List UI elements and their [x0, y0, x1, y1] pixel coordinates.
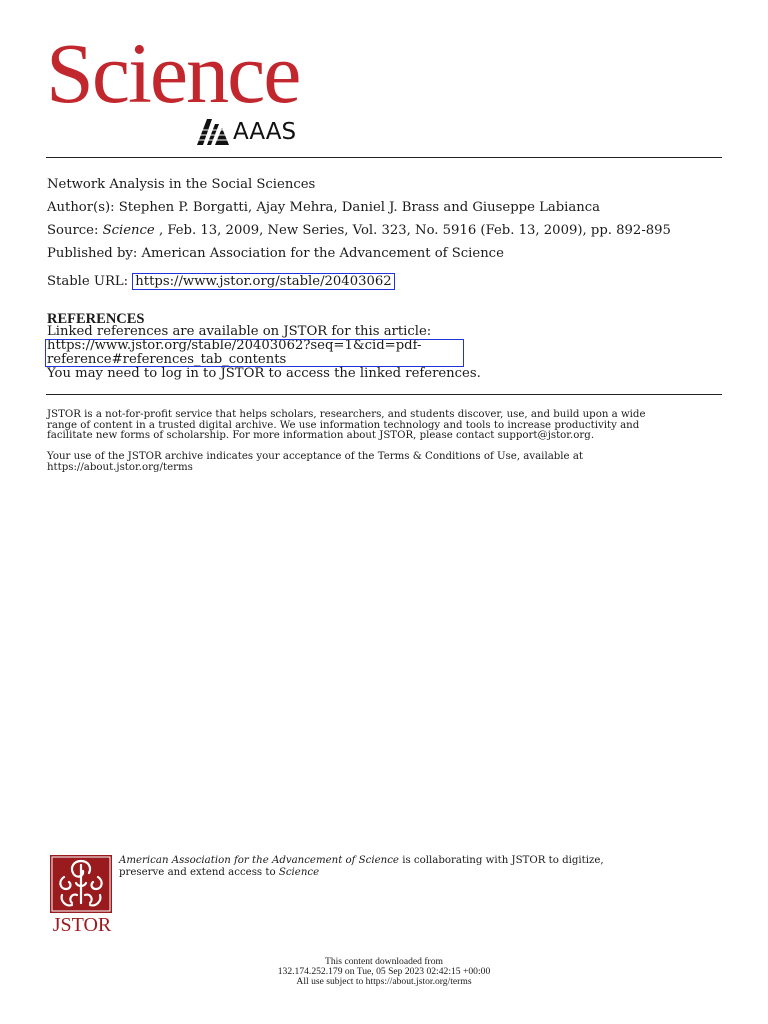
terms-line2: https://about.jstor.org/terms [47, 461, 193, 473]
collaboration-org: American Association for the Advancement of Science [119, 855, 399, 866]
references-login-note: You may need to log in to JSTOR to access the linked references. [47, 366, 481, 381]
science-masthead: Science [46, 25, 300, 121]
article-source [47, 223, 671, 239]
jstor-notice-line2: range of content in a trusted digital archive. We use information technology and tools to increase productivity and [47, 419, 640, 431]
stable-url-row [47, 274, 395, 290]
publisher-label: Published by: [47, 246, 142, 261]
references-heading: REFERENCES [47, 311, 145, 327]
source-label: Source: [47, 223, 103, 238]
collaboration-text1: is collaborating with JSTOR to digitize, [398, 855, 604, 866]
collaboration-line1 [119, 855, 604, 867]
collaboration-text2: preserve and extend access to [119, 867, 279, 878]
article-publisher [47, 246, 504, 262]
references-divider [46, 394, 722, 395]
publisher-value: American Association for the Advancement of Science [141, 246, 504, 261]
references-link-line2: reference#references_tab_contents [47, 352, 287, 367]
authors-value: Stephen P. Borgatti, Ajay Mehra, Daniel J. Brass and Giuseppe Labianca [118, 200, 600, 215]
source-journal: Science [102, 223, 155, 238]
jstor-wordmark: JSTOR [52, 914, 112, 936]
references-link[interactable] [45, 339, 464, 367]
stable-url-label: Stable URL: [47, 274, 133, 289]
footer-line2: 132.174.252.179 on Tue, 05 Sep 2023 02:42:15 +00:00 [277, 966, 491, 977]
aaas-logo [195, 118, 296, 146]
article-title: Network Analysis in the Social Sciences [47, 177, 316, 192]
references-link-line1: https://www.jstor.org/stable/20403062?seq=1&cid=pdf- [47, 338, 422, 353]
terms-line1: Your use of the JSTOR archive indicates your acceptance of the Terms & Conditions of Use, available at [47, 451, 583, 462]
jstor-notice-line1: JSTOR is a not-for-profit service that helps scholars, researchers, and students discover, use, and build upon a wide [47, 409, 646, 420]
aaas-emblem-icon [195, 118, 231, 146]
source-details: , Feb. 13, 2009, New Series, Vol. 323, No. 5916 (Feb. 13, 2009), pp. 892-895 [154, 223, 671, 238]
article-authors [47, 200, 600, 216]
jstor-emblem-icon [50, 855, 112, 913]
authors-label: Author(s): [47, 200, 119, 215]
aaas-wordmark: AAAS [233, 119, 297, 145]
footer-line1: This content downloaded from [324, 956, 444, 967]
download-footer [184, 957, 584, 987]
jstor-logo [50, 855, 112, 935]
references-intro: Linked references are available on JSTOR for this article: [47, 324, 432, 339]
collaboration-text [119, 855, 604, 879]
footer-line3: All use subject to https://about.jstor.org/terms [296, 976, 472, 987]
jstor-notice-line3: facilitate new forms of scholarship. For more information about JSTOR, please contact support@jstor.org. [47, 430, 595, 441]
header-divider [46, 157, 722, 158]
collaboration-line2 [119, 867, 604, 879]
collaboration-journal: Science [278, 867, 320, 878]
stable-url-link[interactable]: https://www.jstor.org/stable/20403062 [132, 273, 394, 290]
